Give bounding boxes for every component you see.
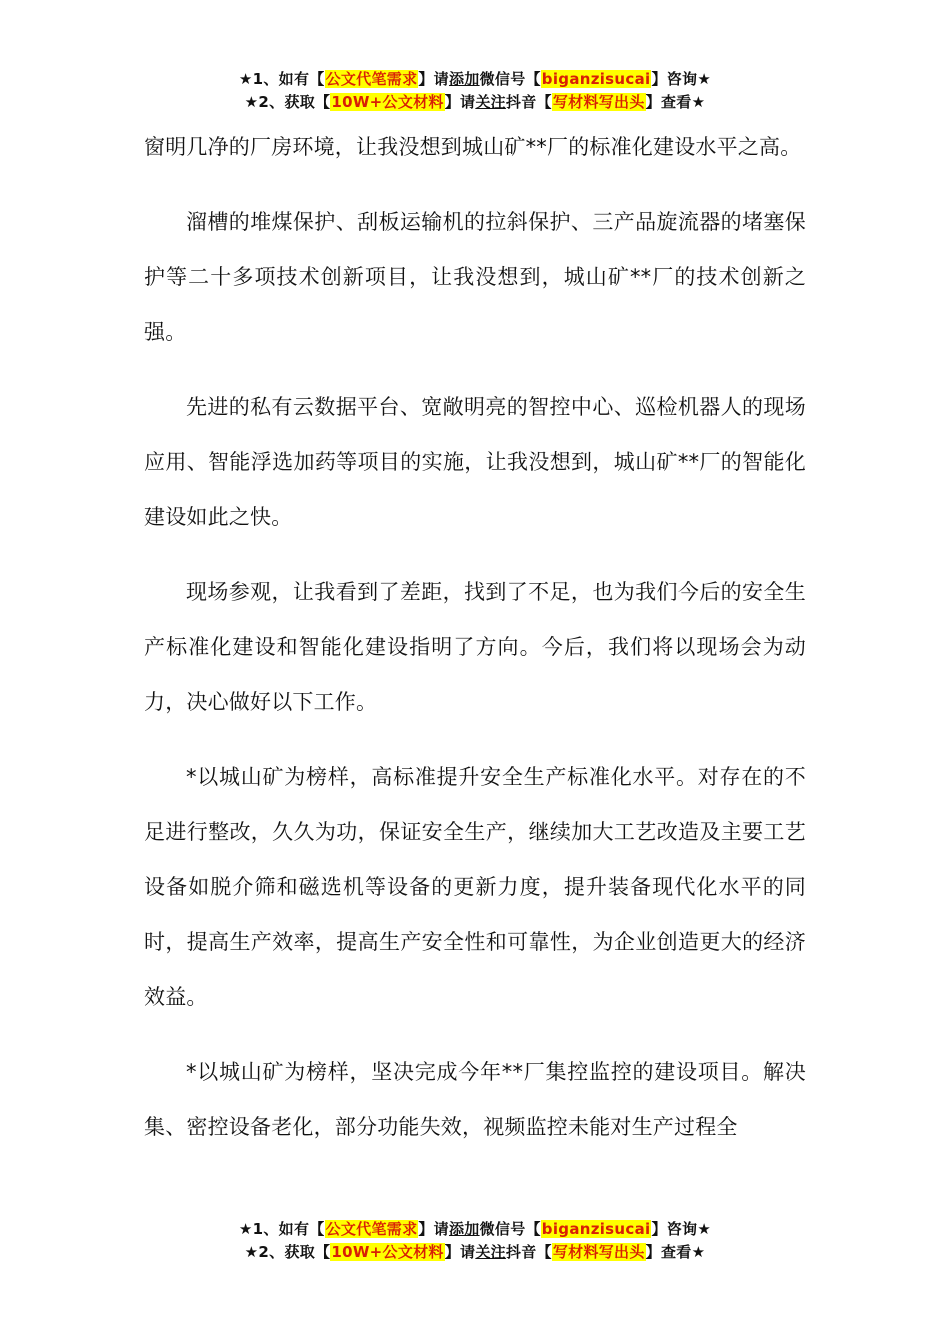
banner-underline-add: 添加 (448, 1220, 480, 1238)
banner-text: ★2、获取【 (244, 1243, 331, 1261)
banner-text: 抖音【 (505, 1243, 552, 1261)
banner-text: 抖音【 (505, 93, 552, 111)
banner-highlight-service: 公文代笔需求 (325, 1220, 418, 1238)
paragraph-2: 溜槽的堆煤保护、刮板运输机的拉斜保护、三产品旋流器的堵塞保护等二十多项技术创新项目，让我没想到，城山矿**厂的技术创新之强。 (144, 210, 806, 344)
paragraph-5: *以城山矿为榜样，高标准提升安全生产标准化水平。对存在的不足进行整改，久久为功，保证安全生产，继续加大工艺改造及主要工艺设备如脱介筛和磁选机等设备的更新力度，提升装备现代化水平的同时，提高生产效率，提高生产安全性和可靠性，为企业创造更大的经济效益。 (144, 765, 806, 1009)
banner-text: 】咨询★ (651, 70, 712, 88)
banner-highlight-douyin: 写材料写出头 (552, 93, 645, 111)
banner-text: 】请 (444, 93, 476, 111)
banner-text: 】请 (418, 70, 449, 88)
paragraph-6: *以城山矿为榜样，坚决完成今年**厂集控监控的建设项目。解决集、密控设备老化，部分功能失效，视频监控未能对生产过程全 (144, 1060, 806, 1139)
banner-text: ★1、如有【 (238, 1220, 325, 1238)
banner-highlight-materials: 10W+公文材料 (331, 93, 444, 111)
banner-line-2 (0, 91, 950, 114)
banner-text: 】查看★ (645, 93, 706, 111)
banner-underline-follow: 关注 (475, 1243, 506, 1261)
paragraph-1: 窗明几净的厂房环境，让我没想到城山矿**厂的标准化建设水平之高。 (144, 135, 802, 159)
banner-line-2 (0, 1241, 950, 1264)
banner-text: 】请 (418, 1220, 449, 1238)
banner-highlight-douyin: 写材料写出头 (552, 1243, 645, 1261)
footer-banner (0, 1218, 950, 1264)
banner-text: 】咨询★ (651, 1220, 712, 1238)
paragraph-3: 先进的私有云数据平台、宽敞明亮的智控中心、巡检机器人的现场应用、智能浮选加药等项目的实施，让我没想到，城山矿**厂的智能化建设如此之快。 (144, 395, 806, 529)
banner-highlight-wechat: biganzisucai (541, 70, 651, 88)
banner-line-1 (0, 1218, 950, 1241)
banner-text: 微信号【 (479, 1220, 541, 1238)
banner-highlight-materials: 10W+公文材料 (331, 1243, 444, 1261)
banner-highlight-wechat: biganzisucai (541, 1220, 651, 1238)
header-banner (0, 68, 950, 114)
document-body (144, 120, 806, 1175)
banner-text: 】查看★ (645, 1243, 706, 1261)
banner-text: 微信号【 (479, 70, 541, 88)
banner-line-1 (0, 68, 950, 91)
paragraph-4: 现场参观，让我看到了差距，找到了不足，也为我们今后的安全生产标准化建设和智能化建设指明了方向。今后，我们将以现场会为动力，决心做好以下工作。 (144, 580, 806, 714)
banner-text: ★2、获取【 (244, 93, 331, 111)
banner-highlight-service: 公文代笔需求 (325, 70, 418, 88)
banner-text: ★1、如有【 (238, 70, 325, 88)
banner-underline-add: 添加 (448, 70, 480, 88)
banner-text: 】请 (444, 1243, 476, 1261)
banner-underline-follow: 关注 (475, 93, 506, 111)
